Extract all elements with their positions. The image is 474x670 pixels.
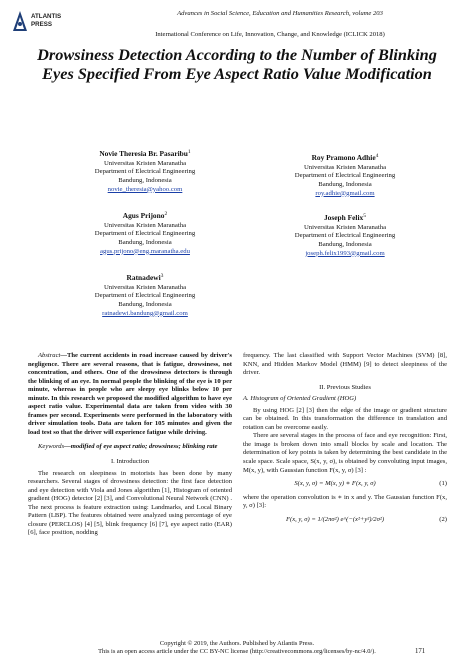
author-block-2: Agus Prijono$^2$ Universitas Kristen Maranatha Department of Electrical Engineering Bandung, Indonesia agus.prijono@eng.maranatha.edu: [40, 210, 250, 256]
author-email-link[interactable]: novie_theresia@yahoo.com: [107, 185, 183, 193]
left-column: [28, 352, 232, 538]
author-block-3: Ratnadewi$^3$ Universitas Kristen Maranatha Department of Electrical Engineering Bandung, Indonesia ratnadewi.bandung@gmail.com: [40, 272, 250, 318]
author-block-4: Roy Pramono Adhie$^4$ Universitas Kristen Maranatha Department of Electrical Engineering Bandung, Indonesia roy.adhie@gmail.com: [240, 152, 450, 198]
equation-1: [243, 480, 447, 489]
author-name: Novie Theresia Br. Pasaribu: [99, 149, 188, 159]
continued-paragraph: frequency. The last classified with Support Vector Machines (SVM) [8], KNN, and Hidden Markov Model (HMM) [9] to detect sleepiness of the driver.: [243, 352, 447, 377]
equation-2: [243, 516, 447, 525]
equation-2-expression: F(x, y, σ) = 1/(2πσ²) e^(−(x²+y²)/2σ²): [285, 515, 385, 523]
author-email-link[interactable]: joseph.felix1993@gmail.com: [305, 249, 385, 257]
author-block-1: Novie Theresia Br. Pasaribu$^1$ Universitas Kristen Maranatha Department of Electrical Engineering Bandung, Indonesia novie_theresia@yahoo.com: [40, 148, 250, 194]
subsection-heading-hog: A. Histogram of Oriented Gradient (HOG): [243, 395, 357, 403]
copyright-footer: Copyright © 2019, the Authors. Published by Atlantis Press. This is an open access article under the CC BY-NC license (http://creativecommons.org/licenses/by-nc/4.0/).: [98, 640, 376, 655]
intro-paragraph: The research on sleepiness in motorists has been done by many researchers. Several stages of drowsiness detection: the first face detection and eye detection with Viola and Jones algorithm [1], Histogram of oriented gradient (HOG) detector [2] [3], and Convolutional Neural Network (CNN) . The next process is feature extraction using: Landmarks, and Local Binary Pattern (LBP). The features obtained were analyzed using percentage of eye closure (PERCLOS) [4] [5], blink frequency [6] [7], eye aspect ratio (EAR) [6], face position, nodding: [28, 469, 232, 537]
author-email-link[interactable]: agus.prijono@eng.maranatha.edu: [100, 247, 190, 255]
paper-title: Drowsiness Detection According to the Number of Blinking Eyes Specified From Eye Aspect Ratio Value Modification: [37, 45, 437, 83]
hog-paragraph-3: where the operation convolution is ∗ in x and y. The Gaussian function F(x, y, σ) [3]:: [243, 493, 447, 510]
hog-paragraph-2: There are several stages in the process of face and eye recognition: First, the image is broken down into small blocks by scale and location. The determination of key points is taken by determining the best candidate in the scale space. Scale space, S(x, y, σ), is obtained by convoluting input images, M(x, y), with Gaussian function F(x, y, σ) [3] :: [243, 432, 447, 474]
equation-1-number: (1): [439, 480, 447, 488]
equation-1-expression: S(x, y, σ) = M(x, y) ∗ F(x, y, σ): [294, 480, 376, 488]
atlantis-logo-icon: [12, 10, 28, 32]
author-name: Agus Prijono: [122, 211, 165, 221]
logo-wordmark: ATLANTIS PRESS: [31, 13, 62, 28]
publisher-logo: [12, 8, 82, 36]
author-name: Roy Pramono Adhie: [311, 153, 376, 163]
author-block-5: Joseph Felix$^5$ Universitas Kristen Maranatha Department of Electrical Engineering Bandung, Indonesia joseph.felix1993@gmail.com: [240, 212, 450, 258]
right-column: [243, 352, 447, 529]
keywords: Keywords—modified of eye aspect ratio; drowsiness; blinking rate: [38, 443, 218, 451]
hog-paragraph-1: By using HOG [2] [3] then the edge of the image or gradient structure can be obtained. In this transformation the difference in translation and rotation can be overcome easily.: [243, 406, 447, 431]
abstract: Abstract—The current accidents in road increase caused by driver's negligence. There are several reasons, that is fatigue, drowsiness, not concentration, and others. One of the drowsiness detectors is through the blinking of an eye. In normal people the blinking of the eye is 10 per minute, whereas in people who are sleepy eye blinks below 10 per minute. In this research we proposed the modified algorithm to have eye aspect ratio value. Experimental data are taken from video with 30 frames per second. Experiments were performed in the laboratory with driver simulation tools. Data are taken for 105 minutes and given the load test so that the driver will experience fatigue while driving.: [28, 352, 232, 436]
author-name: Ratnadewi: [126, 273, 161, 283]
author-email-link[interactable]: roy.adhie@gmail.com: [315, 189, 375, 197]
author-email-link[interactable]: ratnadewi.bandung@gmail.com: [102, 309, 188, 317]
section-heading-previous-studies: II. Previous Studies: [319, 383, 371, 391]
equation-2-number: (2): [439, 515, 447, 523]
section-heading-introduction: I. Introduction: [110, 458, 150, 466]
conference-header: International Conference on Life, Innovation, Change, and Knowledge (ICLICK 2018): [155, 31, 385, 38]
series-header: Advances in Social Science, Education and Humanities Research, volume 203: [177, 10, 383, 17]
author-name: Joseph Felix: [323, 213, 364, 223]
page-number: 171: [415, 648, 426, 655]
